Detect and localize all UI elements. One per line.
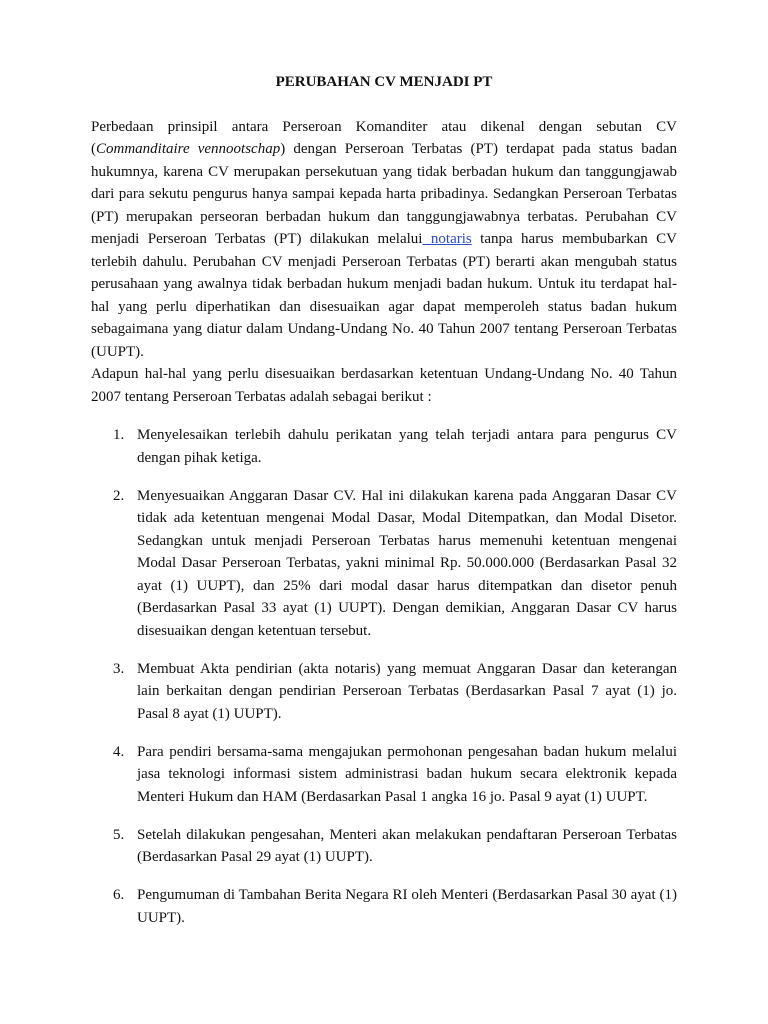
list-number: 6. <box>113 887 125 903</box>
intro-paragraph <box>91 116 677 364</box>
intro-text-part-2: ) dengan Perseroan Terbatas (PT) terdapat pada status badan hukumnya, karena CV merupakan persekutuan yang tidak berbadan hukum dan tanggungjawab dari para sekutu pengurus hanya sampai kepada harta pribadinya. Sedangkan Perseroan Terbatas (PT) merupakan perseoran berbadan hukum dan tanggungjawabnya terbatas. Perubahan CV menjadi Perseroan Terbatas (PT) dilakukan melalui <box>91 141 678 247</box>
requirements-intro-paragraph: Adapun hal-hal yang perlu disesuaikan berdasarkan ketentuan Undang-Undang No. 40 Tahun 2007 tentang Perseroan Terbatas adalah sebagai berikut : <box>91 366 677 405</box>
list-item <box>91 741 677 809</box>
document-body <box>91 71 677 929</box>
list-number: 5. <box>113 826 125 843</box>
list-item <box>91 824 677 869</box>
list-number: 1. <box>113 427 125 443</box>
list-item <box>91 884 677 929</box>
list-number: 4. <box>113 743 125 760</box>
list-text: Setelah dilakukan pengesahan, Menteri akan melakukan pendaftaran Perseroan Terbatas (Berdasarkan Pasal 29 ayat (1) UUPT). <box>137 826 677 865</box>
list-item <box>91 424 677 469</box>
list-item <box>91 658 677 726</box>
list-text: Membuat Akta pendirian (akta notaris) yang memuat Anggaran Dasar dan keterangan lain berkaitan dengan pendirian Perseroan Terbatas (Berdasarkan Pasal 7 ayat (1) jo. Pasal 8 ayat (1) UUPT). <box>137 660 677 722</box>
intro-text-part-3: tanpa harus membubarkan CV terlebih dahulu. Perubahan CV menjadi Perseroan Terbatas (PT) berarti akan mengubah status perusahaan yang awalnya tidak berbadan hukum menjadi badan hukum. Untuk itu terdapat hal-hal yang perlu diperhatikan dan disesuaikan agar dapat memperoleh status badan hukum sebagaimana yang diatur dalam Undang-Undang No. 40 Tahun 2007 tentang Perseroan Terbatas (UUPT). <box>91 231 677 360</box>
list-number: 2. <box>113 487 125 504</box>
document-title: PERUBAHAN CV MENJADI PT <box>275 74 493 90</box>
list-item <box>91 485 677 643</box>
list-text: Para pendiri bersama-sama mengajukan permohonan pengesahan badan hukum melalui jasa teknologi informasi sistem administrasi badan hukum secara elektronik kepada Menteri Hukum dan HAM (Berdasarkan Pasal 1 angka 16 jo. Pasal 9 ayat (1) UUPT. <box>137 743 677 805</box>
intro-text-part-1: Perbedaan prinsipil antara Perseroan Komanditer atau dikenal dengan sebutan CV ( <box>91 118 677 157</box>
list-text: Menyesuaikan Anggaran Dasar CV. Hal ini dilakukan karena pada Anggaran Dasar CV tidak ada ketentuan mengenai Modal Dasar, Modal Ditempatkan, dan Modal Disetor. Sedangkan untuk menjadi Perseroan Terbatas harus memenuhi ketentuan mengenai Modal Dasar Perseroan Terbatas, yakni minimal Rp. 50.000.000 (Berdasarkan Pasal 32 ayat (1) UUPT), dan 25% dari modal dasar harus ditempatkan dan disetor penuh (Berdasarkan Pasal 33 ayat (1) UUPT). Dengan demikian, Anggaran Dasar CV harus disesuaikan dengan ketentuan tersebut. <box>137 487 677 639</box>
notaris-link[interactable]: notaris <box>422 231 472 247</box>
requirements-list <box>91 424 677 929</box>
list-text: Menyelesaikan terlebih dahulu perikatan yang telah terjadi antara para pengurus CV dengan pihak ketiga. <box>137 427 677 466</box>
list-number: 3. <box>113 660 125 677</box>
italic-term: Commanditaire vennootschap <box>96 141 281 157</box>
list-text: Pengumuman di Tambahan Berita Negara RI oleh Menteri (Berdasarkan Pasal 30 ayat (1) UUPT). <box>137 887 677 926</box>
